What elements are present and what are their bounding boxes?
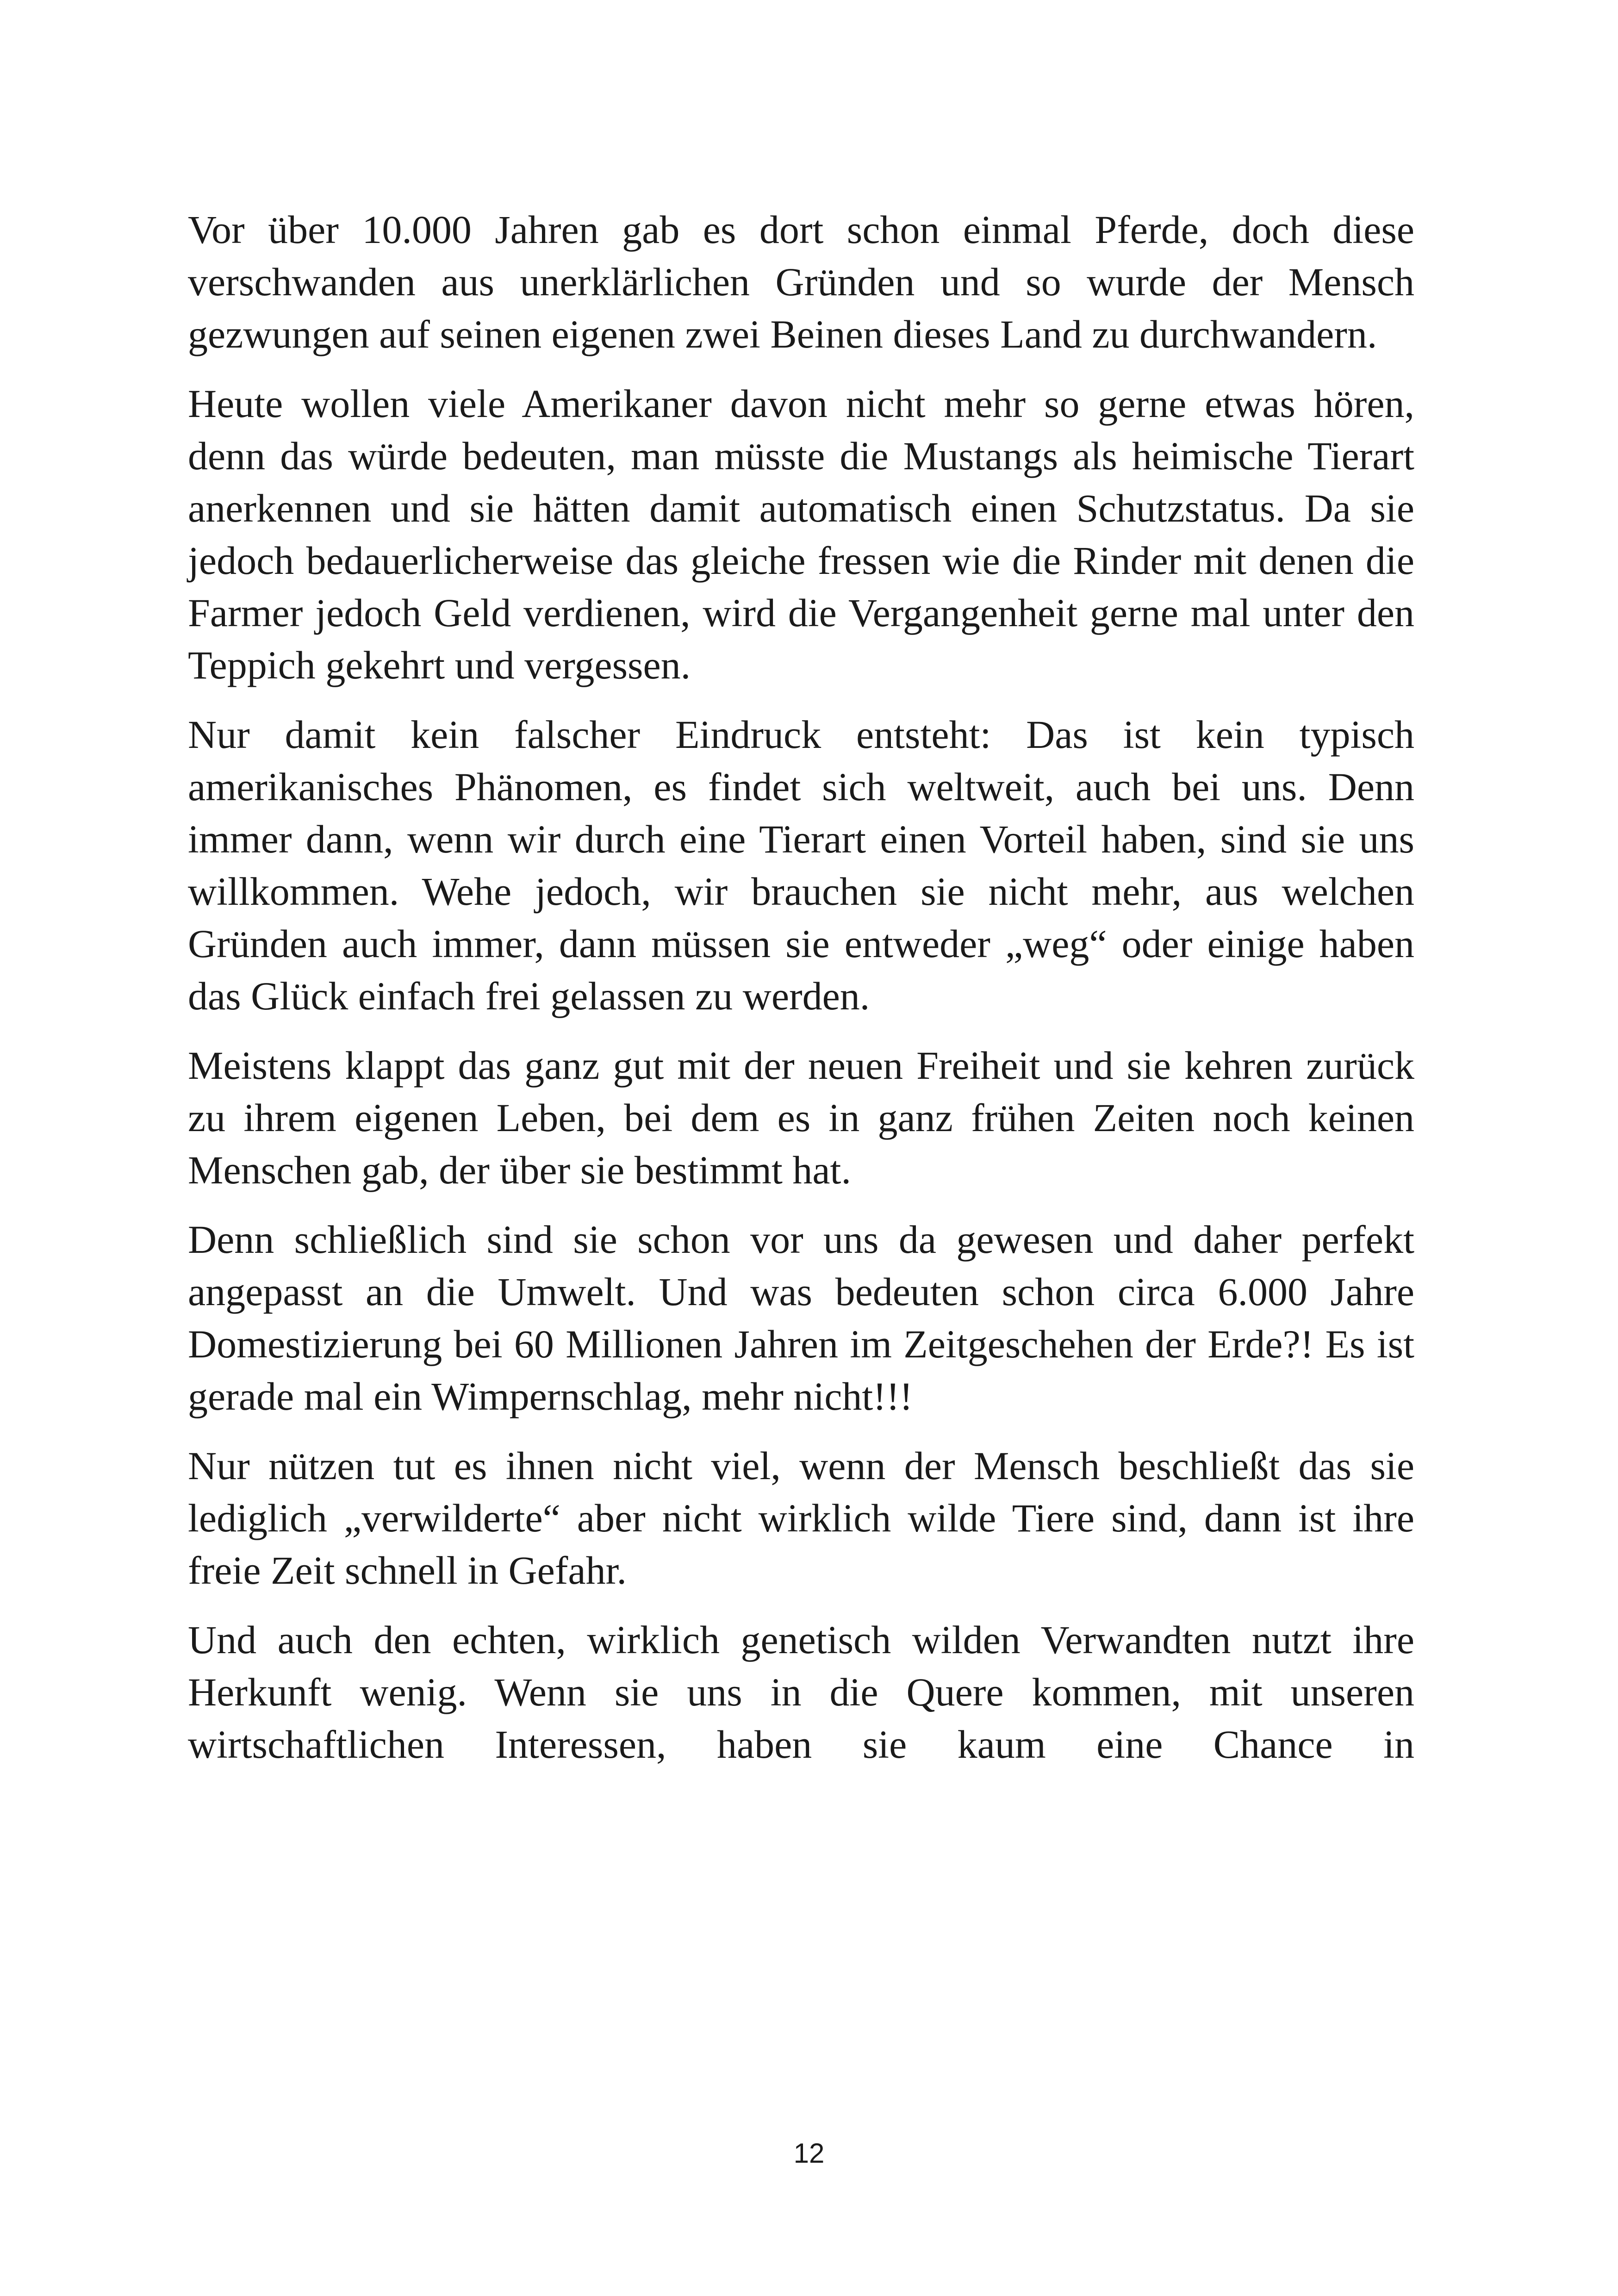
paragraph-6: Nur nützen tut es ihnen nicht viel, wenn der Mensch beschließt das sie lediglich „verwilderte“ aber nicht wirklich wilde Tiere sind, dann ist ihre freie Zeit schnell in Gefahr. <box>188 1444 1414 1593</box>
paragraph-1: Vor über 10.000 Jahren gab es dort schon einmal Pferde, doch diese verschwanden aus unerklärlichen Gründen und so wurde der Mensch gezwungen auf seinen eigenen zwei Beinen dieses Land zu durchwandern. <box>188 207 1414 356</box>
paragraph-7: Und auch den echten, wirklich genetisch wilden Verwandten nutzt ihre Herkunft wenig. Wenn sie uns in die Quere kommen, mit unseren wirtschaftlichen Interessen, haben sie kaum eine Chance in <box>188 1618 1414 1767</box>
paragraph-4: Meistens klappt das ganz gut mit der neuen Freiheit und sie kehren zurück zu ihrem eigenen Leben, bei dem es in ganz frühen Zeiten noch keinen Menschen gab, der über sie bestimmt hat. <box>188 1043 1414 1192</box>
paragraph-2: Heute wollen viele Amerikaner davon nicht mehr so gerne etwas hören, denn das würde bedeuten, man müsste die Mustangs als heimische Tierart anerkennen und sie hätten damit automatisch einen Schutzstatus. Da sie jedoch bedauerlicherweise das gleiche fressen wie die Rinder mit denen die Farmer jedoch Geld verdienen, wird die Vergangenheit gerne mal unter den Teppich gekehrt und vergessen. <box>188 381 1414 687</box>
page-number: 12 <box>793 2138 825 2169</box>
body-text <box>188 204 1414 1771</box>
paragraph-3: Nur damit kein falscher Eindruck entsteht: Das ist kein typisch amerikanisches Phänomen, es findet sich weltweit, auch bei uns. Denn immer dann, wenn wir durch eine Tierart einen Vorteil haben, sind sie uns willkommen. Wehe jedoch, wir brauchen sie nicht mehr, aus welchen Gründen auch immer, dann müssen sie entweder „weg“ oder einige haben das Glück einfach frei gelassen zu werden. <box>188 712 1414 1018</box>
paragraph-5: Denn schließlich sind sie schon vor uns da gewesen und daher perfekt angepasst an die Umwelt. Und was bedeuten schon circa 6.000 Jahre Domestizierung bei 60 Millionen Jahren im Zeitgeschehen der Erde?! Es ist gerade mal ein Wimpernschlag, mehr nicht!!! <box>188 1217 1414 1419</box>
